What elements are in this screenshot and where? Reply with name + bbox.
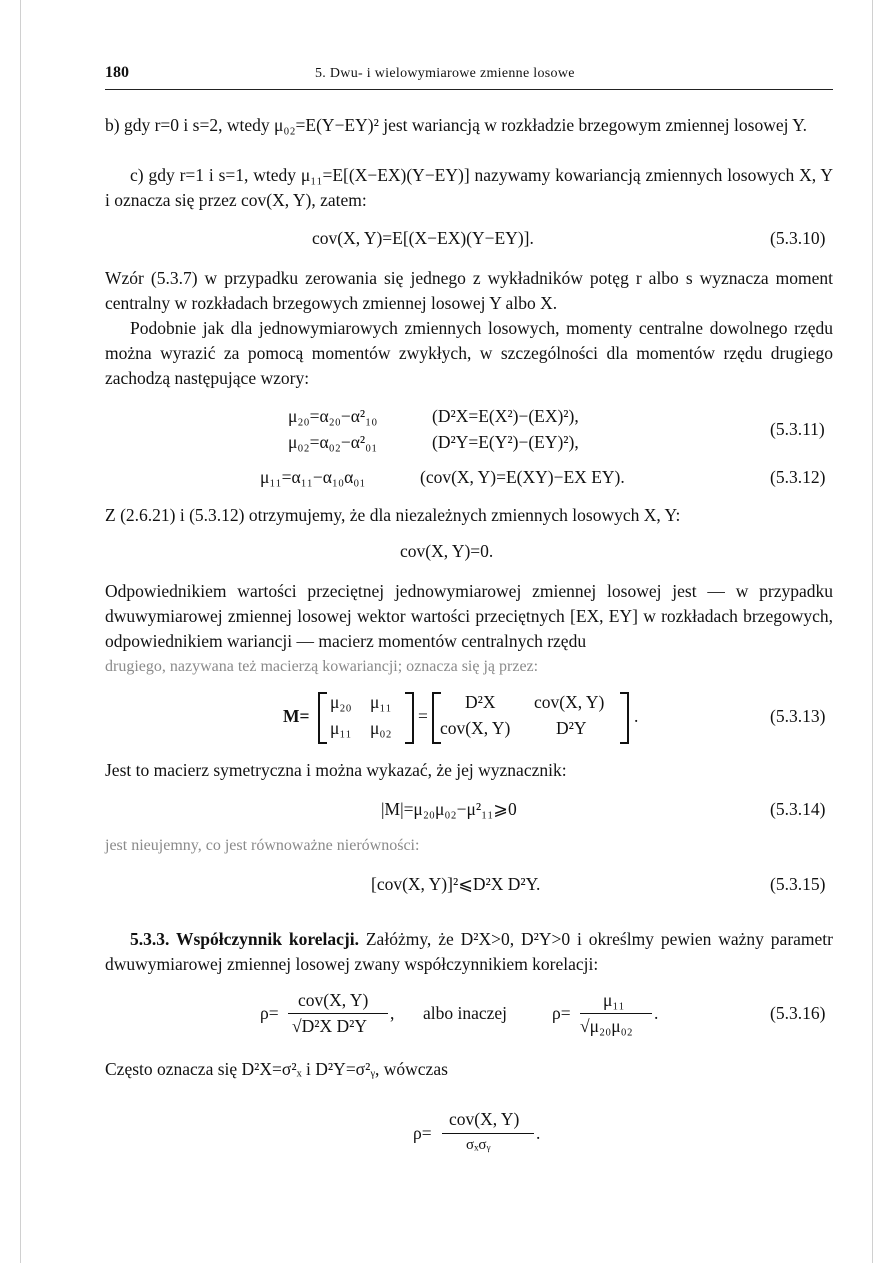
matrix-m11: μ₂₀ bbox=[330, 692, 352, 712]
equation-number-5-3-14: (5.3.14) bbox=[770, 799, 826, 819]
paragraph-c: c) gdy r=1 i s=1, wtedy μ₁₁=E[(X−EX)(Y−EY)] nazywamy kowariancją zmiennych losowych X, Y i oznacza się przez cov(X, Y), zatem: bbox=[105, 165, 833, 210]
paragraph-odpowiednikiem-faded-line: drugiego, nazywana też macierzą kowariancji; oznacza się ją przez: bbox=[105, 658, 539, 675]
equation-number-5-3-13: (5.3.13) bbox=[770, 706, 826, 726]
matrix-n12: cov(X, Y) bbox=[534, 692, 605, 712]
rho-period-2: . bbox=[654, 1003, 659, 1023]
albo-inaczej: albo inaczej bbox=[423, 1003, 508, 1023]
paragraph-wspolczynnik-body: Załóżmy, że D²X>0, D²Y>0 i określmy pewien ważny parametr dwuwymiarowej zmiennej losowej zwany współczynnikiem korelacji: bbox=[105, 929, 833, 974]
paragraph-podobnie: Podobnie jak dla jednowymiarowych zmiennych losowych, momenty centralne dowolnego rzędu można wyrazić za pomocą momentów zwykłych, w szczególności dla momentów rzędu drugiego zachodzą następujące wzory: bbox=[105, 318, 833, 388]
matrix-n11: D²X bbox=[465, 692, 496, 712]
rho-denominator-1: √D²X D²Y bbox=[292, 1016, 368, 1036]
matrix-period: . bbox=[634, 706, 639, 726]
equation-number-5-3-15: (5.3.15) bbox=[770, 874, 826, 894]
equation-5-3-10: cov(X, Y)=E[(X−EX)(Y−EY)]. bbox=[312, 228, 534, 248]
section-heading-5-3-3: 5.3.3. Współczynnik korelacji. bbox=[130, 929, 359, 949]
page-edge-right bbox=[872, 0, 873, 1263]
paragraph-odpowiednikiem: Odpowiednikiem wartości przeciętnej jednowymiarowej zmiennej losowej jest — w przypadku dwuwymiarowej zmiennej losowej wektor wartości przeciętnych [EX, EY] w rozkładach brzegowych, odpowiednikiem wariancji — macierz momentów centralnych rzędu bbox=[105, 581, 833, 651]
rho-numerator-1: cov(X, Y) bbox=[298, 990, 369, 1010]
paragraph-wzor: Wzór (5.3.7) w przypadku zerowania się jednego z wykładników potęg r albo s wyznacza moment centralny w rozkładach brzegowych zmiennej losowej Y albo X. bbox=[105, 268, 833, 313]
matrix-bracket-right-1 bbox=[405, 692, 414, 744]
matrix-m21: μ₁₁ bbox=[330, 718, 352, 738]
rho-label-1: ρ= bbox=[260, 1003, 279, 1023]
equation-number-5-3-11: (5.3.11) bbox=[770, 419, 825, 439]
paragraph-z-ref: Z (2.6.21) i (5.3.12) otrzymujemy, że dla niezależnych zmiennych losowych X, Y: bbox=[105, 505, 681, 525]
paragraph-nieujemny-faded: jest nieujemny, co jest równoważne nierówności: bbox=[105, 837, 420, 854]
paragraph-czesto: Często oznacza się D²X=σ²ₓ i D²Y=σ²ᵧ, wówczas bbox=[105, 1059, 448, 1079]
equation-5-3-11-line-2-note: (D²Y=E(Y²)−(EY)²), bbox=[432, 432, 579, 452]
page-number: 180 bbox=[105, 64, 129, 81]
paragraph-b: b) gdy r=0 i s=2, wtedy μ₀₂=E(Y−EY)² jest wariancją w rozkładzie brzegowym zmiennej losowej Y. bbox=[105, 115, 807, 135]
matrix-label: M= bbox=[283, 706, 310, 726]
page-edge-left bbox=[20, 0, 21, 1263]
equation-5-3-11-line-1-note: (D²X=E(X²)−(EX)²), bbox=[432, 406, 579, 426]
rho-comma: , bbox=[390, 1003, 395, 1023]
fraction-bar-3 bbox=[442, 1133, 534, 1134]
rho-period-3: . bbox=[536, 1123, 541, 1143]
rho-denominator-2: √μ₂₀μ₀₂ bbox=[580, 1016, 633, 1036]
matrix-equals: = bbox=[418, 706, 428, 726]
equation-5-3-12-note: (cov(X, Y)=E(XY)−EX EY). bbox=[420, 467, 625, 487]
equation-cov-zero: cov(X, Y)=0. bbox=[400, 541, 494, 561]
fraction-bar-1 bbox=[288, 1013, 388, 1014]
rho-numerator-2: μ₁₁ bbox=[603, 990, 625, 1010]
matrix-n21: cov(X, Y) bbox=[440, 718, 511, 738]
equation-5-3-11-line-2: μ₀₂=α₀₂−α²₀₁ bbox=[288, 432, 378, 452]
equation-5-3-12: μ₁₁=α₁₁−α₁₀α₀₁ bbox=[260, 467, 366, 487]
rho-label-2: ρ= bbox=[552, 1003, 571, 1023]
paragraph-wspolczynnik bbox=[105, 927, 833, 977]
equation-number-5-3-10: (5.3.10) bbox=[770, 228, 826, 248]
matrix-n22: D²Y bbox=[556, 718, 587, 738]
equation-5-3-15: [cov(X, Y)]²⩽D²X D²Y. bbox=[371, 874, 541, 894]
rho-denominator-3: σₓσᵧ bbox=[466, 1137, 491, 1153]
equation-5-3-11-line-1: μ₂₀=α₂₀−α²₁₀ bbox=[288, 406, 378, 426]
fraction-bar-2 bbox=[580, 1013, 652, 1014]
matrix-bracket-left-1 bbox=[318, 692, 327, 744]
paragraph-jest-to: Jest to macierz symetryczna i można wykazać, że jej wyznacznik: bbox=[105, 760, 567, 780]
matrix-m12: μ₁₁ bbox=[370, 692, 392, 712]
rho-label-3: ρ= bbox=[413, 1123, 432, 1143]
rho-numerator-3: cov(X, Y) bbox=[449, 1109, 520, 1129]
matrix-bracket-right-2 bbox=[620, 692, 629, 744]
running-head: 5. Dwu- i wielowymiarowe zmienne losowe bbox=[315, 66, 575, 81]
equation-number-5-3-16: (5.3.16) bbox=[770, 1003, 826, 1023]
page-header bbox=[105, 62, 833, 86]
matrix-m22: μ₀₂ bbox=[370, 718, 392, 738]
header-rule bbox=[105, 89, 833, 90]
equation-5-3-14: |M|=μ₂₀μ₀₂−μ²₁₁⩾0 bbox=[381, 799, 517, 819]
equation-number-5-3-12: (5.3.12) bbox=[770, 467, 826, 487]
